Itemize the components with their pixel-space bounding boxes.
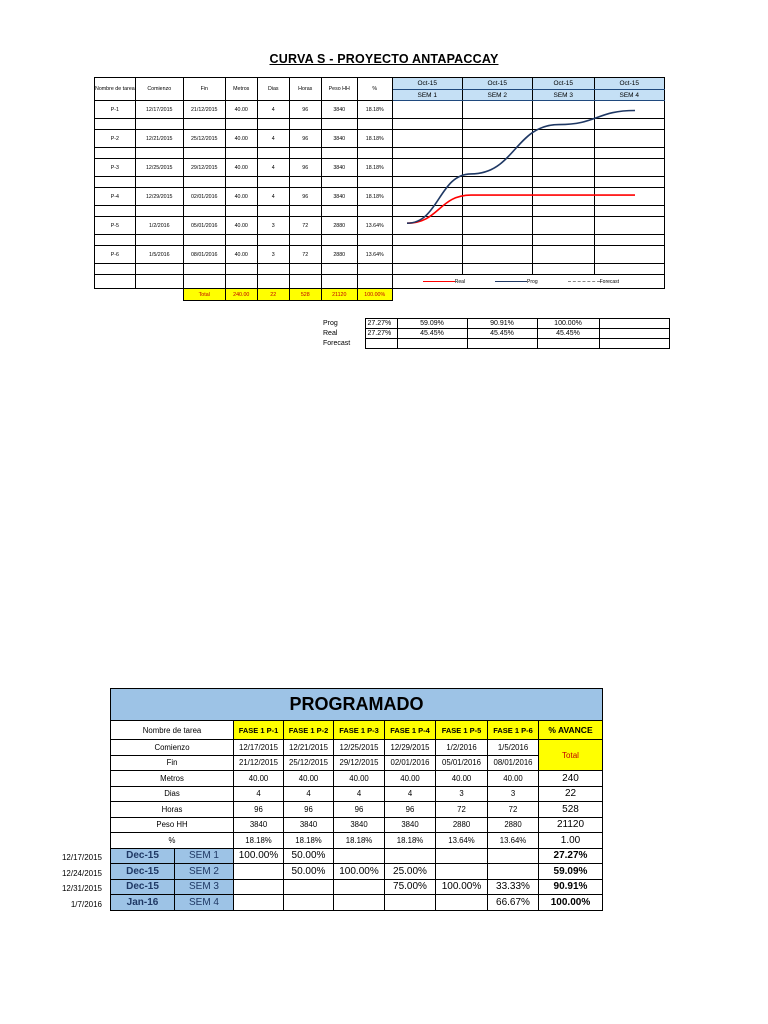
week-percent	[488, 848, 539, 864]
programado-cell: 13.64%	[436, 833, 488, 849]
table-cell: 40.00	[225, 246, 257, 264]
table-cell: 4	[257, 101, 289, 119]
empty-cell	[257, 264, 289, 275]
empty-cell	[225, 119, 257, 130]
empty-cell	[95, 206, 136, 217]
row-label: Peso HH	[111, 817, 234, 833]
empty-cell	[357, 275, 392, 289]
empty-cell	[321, 235, 357, 246]
avance-header: % AVANCE	[539, 721, 603, 740]
programado-cell: 12/25/2015	[334, 740, 385, 756]
empty-cell	[357, 177, 392, 188]
empty-cell	[357, 119, 392, 130]
empty-cell	[321, 177, 357, 188]
empty-cell	[183, 206, 225, 217]
week-month-header: Oct-15	[392, 78, 462, 90]
week-month-header: Oct-15	[462, 78, 532, 90]
empty-cell	[183, 264, 225, 275]
page-title: CURVA S - PROYECTO ANTAPACCAY	[269, 52, 499, 66]
table-cell: 3840	[321, 130, 357, 148]
empty-cell	[321, 119, 357, 130]
programado-row	[111, 833, 603, 849]
table-cell: 4	[257, 188, 289, 206]
empty-cell	[257, 235, 289, 246]
empty-cell	[392, 289, 462, 301]
total-badge: Total	[539, 740, 603, 771]
programado-cell: 25/12/2015	[284, 755, 334, 771]
empty-cell	[135, 235, 183, 246]
empty-cell	[135, 177, 183, 188]
week-percent	[234, 895, 284, 911]
programado-cell: 12/21/2015	[284, 740, 334, 756]
programado-cell: 3	[436, 786, 488, 802]
empty-cell	[225, 264, 257, 275]
table-cell: 12/17/2015	[135, 101, 183, 119]
week-month: Dec-15	[111, 848, 175, 864]
table-cell: P-5	[95, 217, 136, 235]
week-avance: 27.27%	[539, 848, 603, 864]
programado-row	[111, 817, 603, 833]
week-month: Dec-15	[111, 864, 175, 880]
week-sem-header: SEM 2	[462, 90, 532, 101]
empty-cell	[357, 264, 392, 275]
empty-cell	[135, 264, 183, 275]
table-cell: 3	[257, 217, 289, 235]
phase-header: FASE 1 P-1	[234, 721, 284, 740]
summary-table	[313, 318, 670, 349]
column-header: Nombre de tarea	[95, 78, 136, 101]
week-percent	[334, 848, 385, 864]
programado-cell: 96	[234, 802, 284, 818]
summary-cell: 59.09%	[397, 319, 467, 329]
programado-cell: 96	[284, 802, 334, 818]
table-cell: 40.00	[225, 188, 257, 206]
table-cell: P-4	[95, 188, 136, 206]
week-month-header: Oct-15	[594, 78, 664, 90]
week-avance: 59.09%	[539, 864, 603, 880]
table-cell: 12/21/2015	[135, 130, 183, 148]
legend-forecast-line-icon	[568, 281, 600, 282]
week-sem-header: SEM 1	[392, 90, 462, 101]
week-sem: SEM 1	[175, 848, 234, 864]
week-date: 1/7/2016	[70, 899, 102, 909]
programado-cell: 08/01/2016	[488, 755, 539, 771]
programado-cell: 05/01/2016	[436, 755, 488, 771]
row-total: 528	[539, 802, 603, 818]
programado-cell: 3840	[334, 817, 385, 833]
phase-header-row	[111, 721, 603, 740]
programado-cell: 12/29/2015	[385, 740, 436, 756]
table-cell: 40.00	[225, 130, 257, 148]
week-sem: SEM 2	[175, 864, 234, 880]
header-row	[95, 78, 665, 90]
week-sem-header: SEM 3	[532, 90, 594, 101]
table-cell: 12/29/2015	[135, 188, 183, 206]
column-header: Fin	[183, 78, 225, 101]
empty-cell	[95, 235, 136, 246]
table-cell: 13.64%	[357, 217, 392, 235]
empty-cell	[95, 177, 136, 188]
programado-cell: 4	[334, 786, 385, 802]
programado-title-row	[111, 689, 603, 721]
column-header: Metros	[225, 78, 257, 101]
totals-row	[95, 289, 665, 301]
legend-prog-label: Prog	[527, 278, 538, 285]
table-cell: P-6	[95, 246, 136, 264]
table-cell: 96	[289, 188, 321, 206]
empty-cell	[225, 177, 257, 188]
summary-cell: 27.27%	[365, 329, 397, 339]
week-percent: 100.00%	[334, 864, 385, 880]
programado-cell: 1/2/2016	[436, 740, 488, 756]
summary-row	[313, 319, 669, 329]
week-percent: 50.00%	[284, 848, 334, 864]
empty-cell	[183, 119, 225, 130]
programado-cell: 3	[488, 786, 539, 802]
table-cell: 96	[289, 130, 321, 148]
empty-cell	[321, 275, 357, 289]
table-cell: 4	[257, 130, 289, 148]
empty-cell	[289, 148, 321, 159]
empty-cell	[135, 289, 183, 301]
summary-cell	[467, 339, 537, 349]
row-label: Dias	[111, 786, 234, 802]
week-avance: 90.91%	[539, 879, 603, 895]
empty-cell	[594, 289, 664, 301]
table-cell: 29/12/2015	[183, 159, 225, 177]
summary-cell: 45.45%	[397, 329, 467, 339]
table-cell: 40.00	[225, 217, 257, 235]
empty-cell	[289, 235, 321, 246]
total-cell: 240.00	[225, 289, 257, 301]
summary-label: Forecast	[323, 340, 351, 347]
week-sem: SEM 4	[175, 895, 234, 911]
column-header: Dias	[257, 78, 289, 101]
total-cell: 100.00%	[357, 289, 392, 301]
row-label: %	[111, 833, 234, 849]
empty-cell	[289, 275, 321, 289]
name-header: Nombre de tarea	[111, 721, 234, 740]
empty-cell	[225, 235, 257, 246]
column-header: Peso HH	[321, 78, 357, 101]
total-cell: 22	[257, 289, 289, 301]
summary-row	[313, 339, 669, 349]
empty-cell	[357, 148, 392, 159]
week-percent	[436, 864, 488, 880]
programado-cell: 18.18%	[284, 833, 334, 849]
empty-cell	[257, 119, 289, 130]
empty-cell	[357, 235, 392, 246]
programado-cell: 72	[436, 802, 488, 818]
programado-cell: 02/01/2016	[385, 755, 436, 771]
programado-cell: 3840	[385, 817, 436, 833]
empty-cell	[321, 148, 357, 159]
programado-cell: 3840	[284, 817, 334, 833]
programado-row	[111, 802, 603, 818]
table-cell: 18.18%	[357, 188, 392, 206]
week-percent	[334, 895, 385, 911]
programado-cell: 18.18%	[385, 833, 436, 849]
table-cell: 21/12/2015	[183, 101, 225, 119]
summary-cell: 27.27%	[365, 319, 397, 329]
table-cell: 2880	[321, 217, 357, 235]
programado-cell: 40.00	[234, 771, 284, 787]
summary-cell	[397, 339, 467, 349]
table-cell: 3840	[321, 188, 357, 206]
empty-cell	[357, 206, 392, 217]
empty-cell	[532, 289, 594, 301]
total-cell: 21120	[321, 289, 357, 301]
empty-cell	[321, 206, 357, 217]
programado-row	[111, 771, 603, 787]
row-label: Horas	[111, 802, 234, 818]
phase-header: FASE 1 P-2	[284, 721, 334, 740]
table-cell: 2880	[321, 246, 357, 264]
programado-title: PROGRAMADO	[111, 689, 603, 721]
series-line-real	[407, 195, 635, 223]
table-cell: P-1	[95, 101, 136, 119]
programado-table	[110, 688, 603, 911]
week-month-header: Oct-15	[532, 78, 594, 90]
programado-cell: 12/17/2015	[234, 740, 284, 756]
programado-cell: 2880	[436, 817, 488, 833]
week-sem: SEM 3	[175, 879, 234, 895]
table-cell: 18.18%	[357, 159, 392, 177]
column-header: %	[357, 78, 392, 101]
empty-cell	[289, 206, 321, 217]
empty-cell	[95, 289, 136, 301]
programado-cell: 96	[334, 802, 385, 818]
table-cell: 4	[257, 159, 289, 177]
summary-cell: 100.00%	[537, 319, 599, 329]
summary-cell: 45.45%	[467, 329, 537, 339]
empty-cell	[135, 206, 183, 217]
programado-row	[111, 755, 603, 771]
empty-cell	[257, 148, 289, 159]
row-total: 21120	[539, 817, 603, 833]
week-percent	[284, 879, 334, 895]
table-cell: 96	[289, 101, 321, 119]
phase-header: FASE 1 P-5	[436, 721, 488, 740]
empty-cell	[135, 148, 183, 159]
summary-label: Prog	[323, 320, 338, 327]
empty-cell	[95, 275, 136, 289]
week-percent: 75.00%	[385, 879, 436, 895]
total-cell: 528	[289, 289, 321, 301]
week-row	[111, 848, 603, 864]
summary-cell	[599, 339, 669, 349]
table-cell: 40.00	[225, 101, 257, 119]
empty-cell	[321, 264, 357, 275]
summary-cell: 45.45%	[537, 329, 599, 339]
empty-cell	[135, 119, 183, 130]
week-month: Dec-15	[111, 879, 175, 895]
summary-cell	[365, 339, 397, 349]
table-cell: 40.00	[225, 159, 257, 177]
week-row	[111, 864, 603, 880]
programado-row	[111, 786, 603, 802]
programado-cell: 18.18%	[234, 833, 284, 849]
week-percent: 66.67%	[488, 895, 539, 911]
empty-cell	[95, 148, 136, 159]
summary-cell	[599, 319, 669, 329]
programado-cell: 18.18%	[334, 833, 385, 849]
row-total: 22	[539, 786, 603, 802]
week-percent	[488, 864, 539, 880]
week-date: 12/31/2015	[61, 884, 102, 893]
week-sem-header: SEM 4	[594, 90, 664, 101]
summary-label: Real	[323, 330, 338, 337]
empty-cell	[257, 206, 289, 217]
empty-cell	[183, 275, 225, 289]
empty-cell	[225, 275, 257, 289]
table-cell: 25/12/2015	[183, 130, 225, 148]
empty-cell	[95, 119, 136, 130]
total-cell: Total	[183, 289, 225, 301]
legend-forecast-label: Forecast	[599, 278, 620, 285]
table-cell: 18.18%	[357, 101, 392, 119]
summary-cell: 90.91%	[467, 319, 537, 329]
summary-cell	[537, 339, 599, 349]
week-percent	[436, 848, 488, 864]
programado-cell: 13.64%	[488, 833, 539, 849]
table-cell: 1/5/2016	[135, 246, 183, 264]
empty-cell	[183, 235, 225, 246]
column-header: Comienzo	[135, 78, 183, 101]
legend-prog-line-icon	[495, 281, 527, 282]
table-cell: P-3	[95, 159, 136, 177]
empty-cell	[289, 119, 321, 130]
row-label: Metros	[111, 771, 234, 787]
table-cell: 02/01/2016	[183, 188, 225, 206]
legend-real-line-icon	[423, 281, 455, 282]
empty-cell	[225, 206, 257, 217]
week-percent	[234, 879, 284, 895]
programado-cell: 21/12/2015	[234, 755, 284, 771]
programado-cell: 3840	[234, 817, 284, 833]
week-month: Jan-16	[111, 895, 175, 911]
week-percent	[334, 879, 385, 895]
empty-cell	[257, 177, 289, 188]
empty-cell	[183, 148, 225, 159]
programado-cell: 40.00	[334, 771, 385, 787]
empty-cell	[289, 177, 321, 188]
table-cell: 3840	[321, 159, 357, 177]
table-cell: 12/25/2015	[135, 159, 183, 177]
programado-cell: 40.00	[385, 771, 436, 787]
table-cell: 3	[257, 246, 289, 264]
legend-real-label: Real	[454, 278, 466, 285]
programado-cell: 29/12/2015	[334, 755, 385, 771]
week-percent: 50.00%	[284, 864, 334, 880]
programado-cell: 4	[385, 786, 436, 802]
week-percent	[385, 895, 436, 911]
empty-cell	[183, 177, 225, 188]
week-percent	[284, 895, 334, 911]
week-date: 12/24/2015	[61, 868, 102, 878]
week-date-column	[40, 850, 102, 912]
empty-cell	[257, 275, 289, 289]
phase-header: FASE 1 P-3	[334, 721, 385, 740]
row-total: 240	[539, 771, 603, 787]
column-header: Horas	[289, 78, 321, 101]
programado-cell: 4	[234, 786, 284, 802]
programado-cell: 40.00	[488, 771, 539, 787]
table-cell: 1/2/2016	[135, 217, 183, 235]
week-percent	[436, 895, 488, 911]
table-cell: 05/01/2016	[183, 217, 225, 235]
row-label: Fin	[111, 755, 234, 771]
programado-cell: 1/5/2016	[488, 740, 539, 756]
phase-header: FASE 1 P-4	[385, 721, 436, 740]
table-cell: 18.18%	[357, 130, 392, 148]
week-percent: 33.33%	[488, 879, 539, 895]
week-percent	[385, 848, 436, 864]
programado-cell: 40.00	[284, 771, 334, 787]
week-row	[111, 895, 603, 911]
summary-cell	[599, 329, 669, 339]
table-cell: 72	[289, 246, 321, 264]
empty-cell	[95, 264, 136, 275]
programado-cell: 96	[385, 802, 436, 818]
week-percent: 25.00%	[385, 864, 436, 880]
table-cell: 96	[289, 159, 321, 177]
week-date: 12/17/2015	[61, 853, 102, 862]
summary-row	[313, 329, 669, 339]
week-percent	[234, 864, 284, 880]
table-cell: P-2	[95, 130, 136, 148]
row-total: 1.00	[539, 833, 603, 849]
table-cell: 13.64%	[357, 246, 392, 264]
week-row	[111, 879, 603, 895]
programado-cell: 72	[488, 802, 539, 818]
empty-cell	[135, 275, 183, 289]
phase-header: FASE 1 P-6	[488, 721, 539, 740]
empty-cell	[225, 148, 257, 159]
empty-cell	[462, 289, 532, 301]
table-cell: 72	[289, 217, 321, 235]
table-cell: 08/01/2016	[183, 246, 225, 264]
table-cell: 3840	[321, 101, 357, 119]
programado-row	[111, 740, 603, 756]
week-avance: 100.00%	[539, 895, 603, 911]
week-percent: 100.00%	[234, 848, 284, 864]
programado-cell: 4	[284, 786, 334, 802]
programado-cell: 40.00	[436, 771, 488, 787]
row-label: Comienzo	[111, 740, 234, 756]
programado-cell: 2880	[488, 817, 539, 833]
empty-cell	[289, 264, 321, 275]
s-curve-chart	[399, 100, 639, 280]
week-percent: 100.00%	[436, 879, 488, 895]
